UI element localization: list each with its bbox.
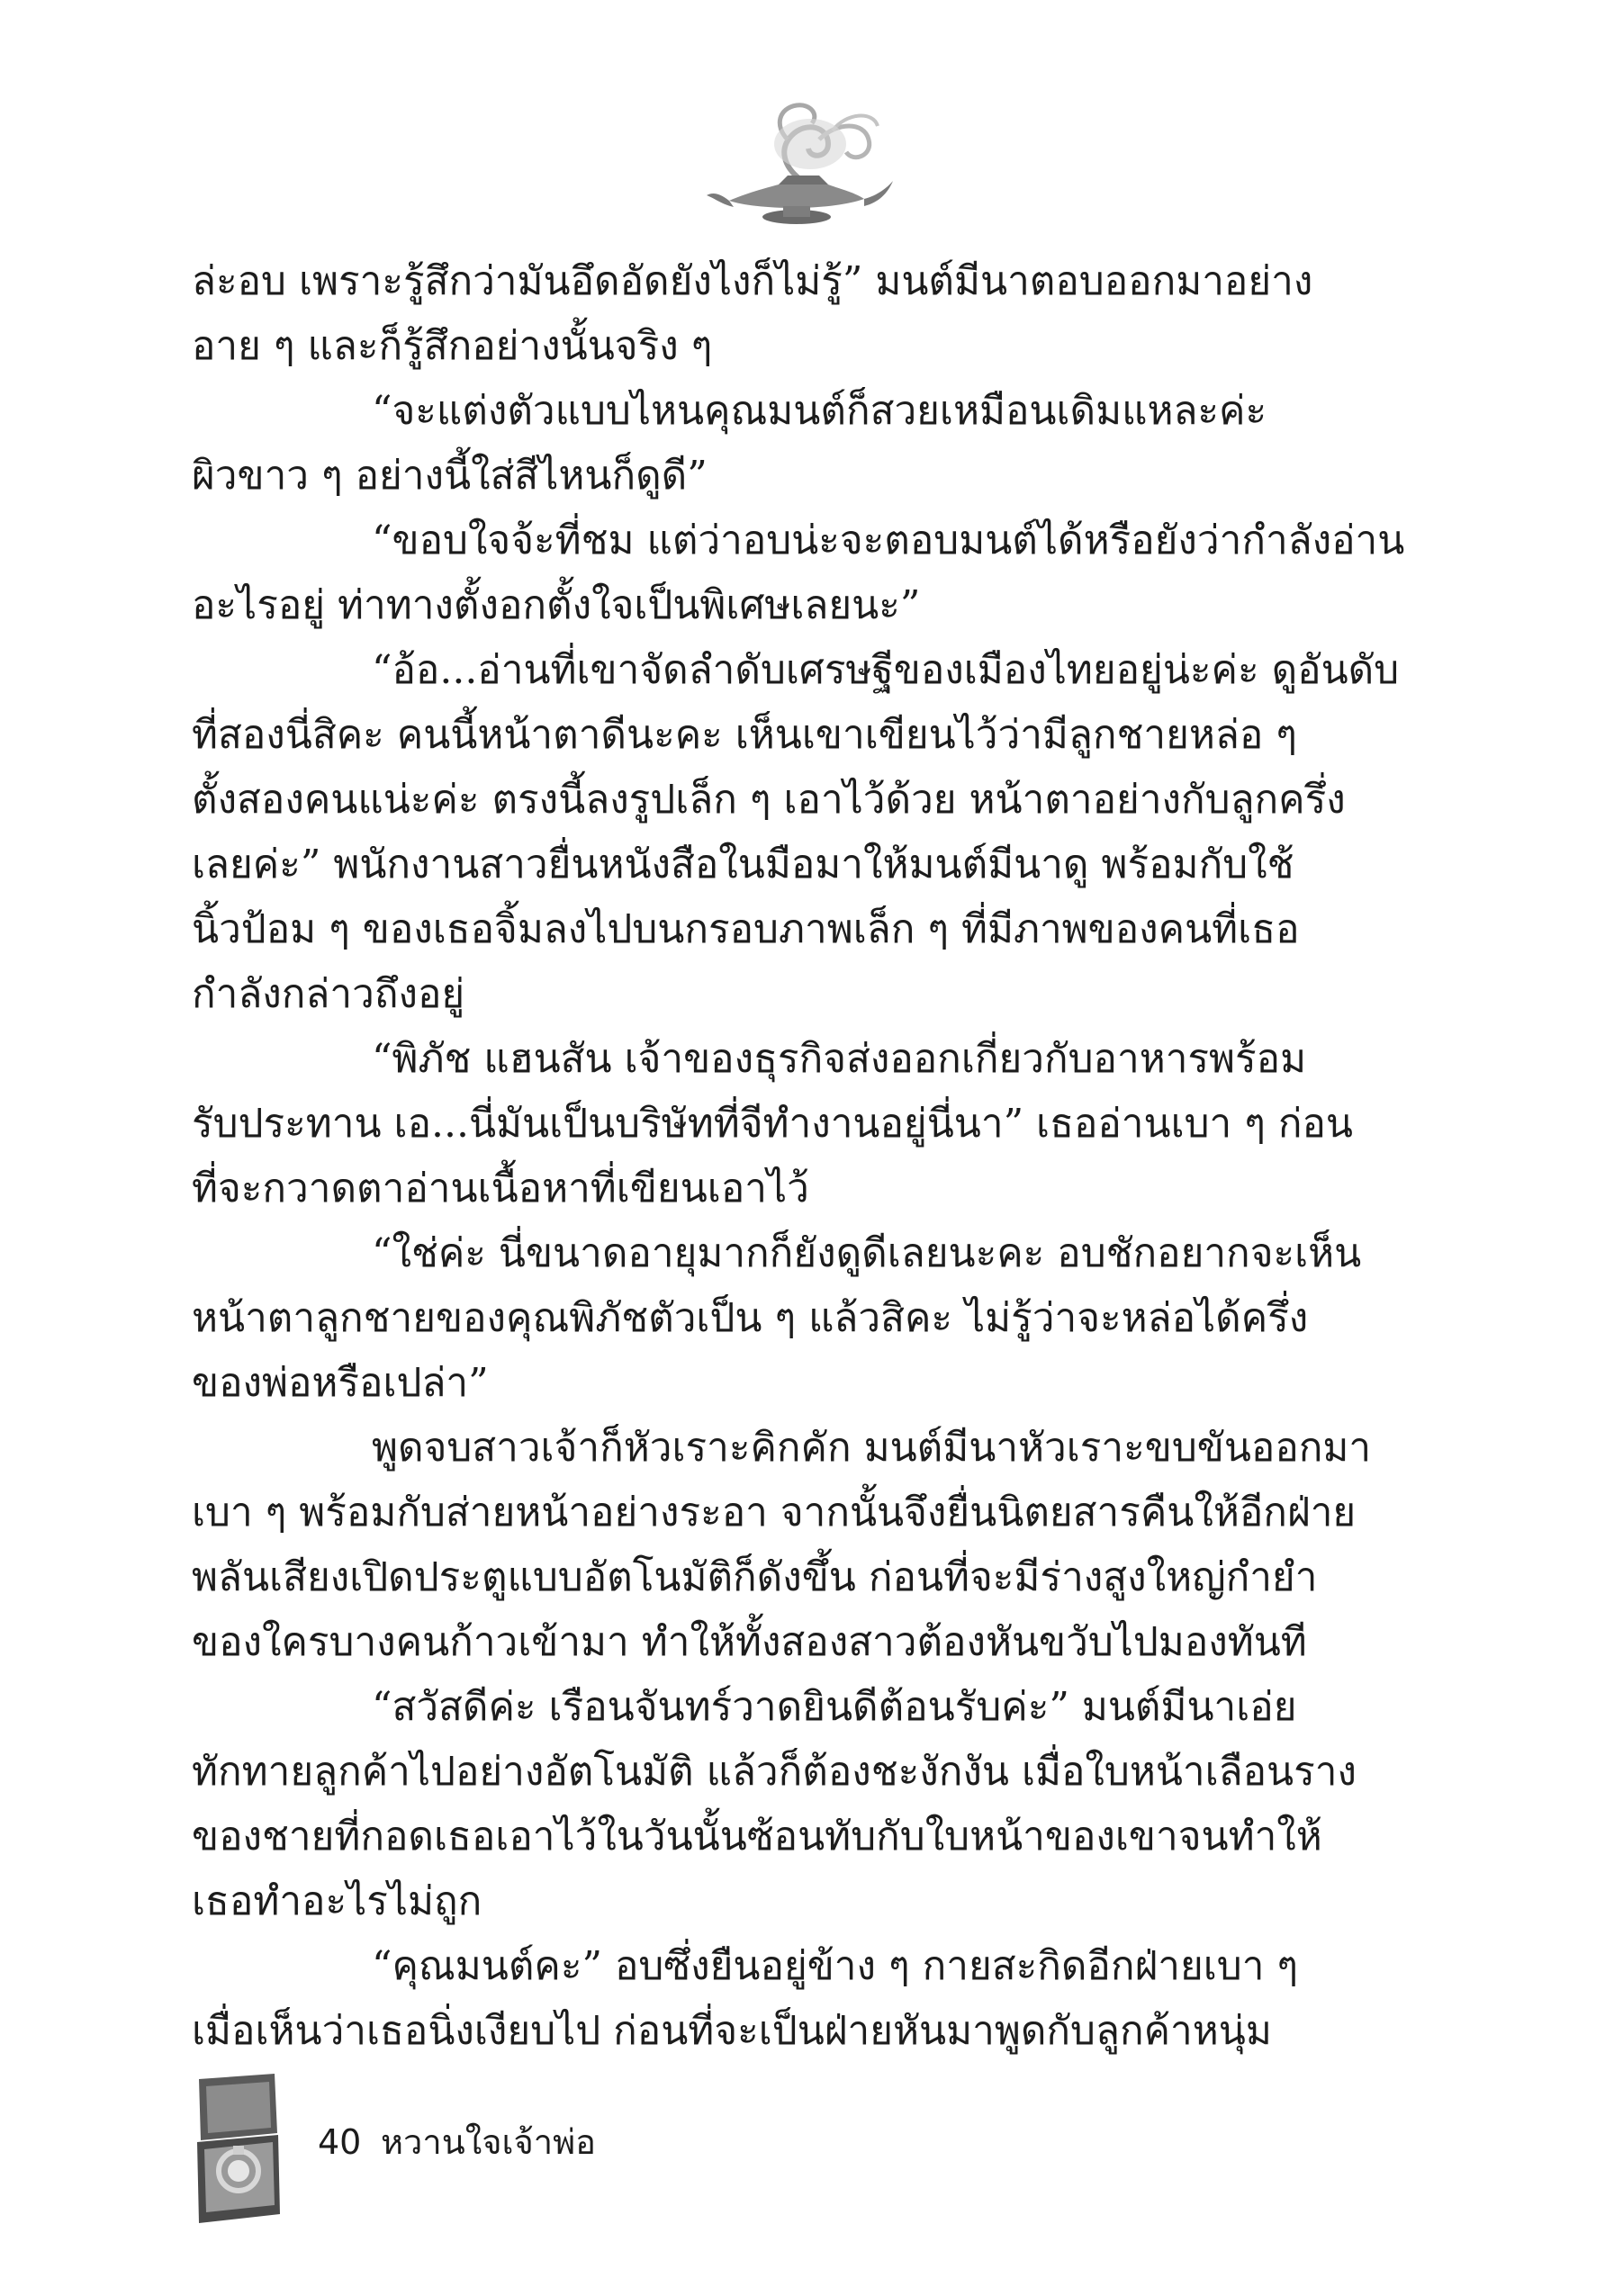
- text-line: “ใช่ค่ะ นี่ขนาดอายุมากก็ยังดูดีเลยนะคะ อบชักอยากจะเห็น: [372, 1230, 1362, 1276]
- ring-box-icon: [192, 2070, 282, 2228]
- text-line: “จะแต่งตัวแบบไหนคุณมนต์ก็สวยเหมือนเดิมแหละค่ะ: [372, 388, 1267, 434]
- text-line: กำลังกล่าวถึงอยู่: [192, 971, 465, 1017]
- text-line: เมื่อเห็นว่าเธอนิ่งเงียบไป ก่อนที่จะเป็นฝ่ายหันมาพูดกับลูกค้าหนุ่ม: [192, 2008, 1272, 2054]
- text-line: เบา ๆ พร้อมกับส่ายหน้าอย่างระอา จากนั้นจึงยื่นนิตยสารคืนให้อีกฝ่าย: [192, 1490, 1357, 1535]
- text-line: ล่ะอบ เพราะรู้สึกว่ามันอึดอัดยังไงก็ไม่รู้” มนต์มีนาตอบออกมาอย่าง: [192, 258, 1313, 304]
- genie-lamp-icon: [693, 95, 909, 239]
- book-title: หวานใจเจ้าพ่อ: [381, 2122, 596, 2162]
- text-line: พลันเสียงเปิดประตูแบบอัตโนมัติก็ดังขึ้น ก่อนที่จะมีร่างสูงใหญ่กำยำ: [192, 1554, 1318, 1600]
- text-line: ที่สองนี่สิคะ คนนี้หน้าตาดีนะคะ เห็นเขาเขียนไว้ว่ามีลูกชายหล่อ ๆ: [192, 712, 1297, 758]
- text-line: ผิวขาว ๆ อย่างนี้ใส่สีไหนก็ดูดี”: [192, 453, 708, 499]
- text-line: “ขอบใจจ้ะที่ชม แต่ว่าอบน่ะจะตอบมนต์ได้หรือยังว่ากำลังอ่าน: [372, 518, 1405, 563]
- body-text: [192, 255, 1405, 2055]
- text-line: ของพ่อหรือเปล่า”: [192, 1360, 489, 1406]
- text-line: ของชายที่กอดเธอเอาไว้ในวันนั้นซ้อนทับกับใบหน้าของเขาจนทำให้: [192, 1814, 1322, 1859]
- page-footer: [192, 2070, 1002, 2241]
- text-line: ทักทายลูกค้าไปอย่างอัตโนมัติ แล้วก็ต้องชะงักงัน เมื่อใบหน้าเลือนราง: [192, 1749, 1357, 1795]
- text-line: พูดจบสาวเจ้าก็หัวเราะคิกคัก มนต์มีนาหัวเราะขบขันออกมา: [372, 1425, 1372, 1471]
- text-line: “คุณมนต์คะ” อบซึ่งยืนอยู่ข้าง ๆ กายสะกิดอีกฝ่ายเบา ๆ: [372, 1943, 1299, 1989]
- text-line: อาย ๆ และก็รู้สึกอย่างนั้นจริง ๆ: [192, 323, 713, 369]
- text-line: “สวัสดีค่ะ เรือนจันทร์วาดยินดีต้อนรับค่ะ” มนต์มีนาเอ่ย: [372, 1684, 1297, 1730]
- text-line: ของใครบางคนก้าวเข้ามา ทำให้ทั้งสองสาวต้องหันขวับไปมองทันที: [192, 1619, 1307, 1665]
- page-number: 40: [318, 2122, 362, 2162]
- text-line: นิ้วป้อม ๆ ของเธอจิ้มลงไปบนกรอบภาพเล็ก ๆ ที่มีภาพของคนที่เธอ: [192, 906, 1300, 952]
- text-line: “พิภัช แฮนสัน เจ้าของธุรกิจส่งออกเกี่ยวกับอาหารพร้อม: [372, 1036, 1307, 1082]
- text-line: ตั้งสองคนแน่ะค่ะ ตรงนี้ลงรูปเล็ก ๆ เอาไว้ด้วย หน้าตาอย่างกับลูกครึ่ง: [192, 777, 1346, 823]
- text-line: รับประทาน เอ...นี่มันเป็นบริษัทที่จีทำงานอยู่นี่นา” เธออ่านเบา ๆ ก่อน: [192, 1101, 1354, 1147]
- text-line: “อ้อ...อ่านที่เขาจัดลำดับเศรษฐีของเมืองไทยอยู่น่ะค่ะ ดูอันดับ: [372, 647, 1400, 693]
- text-line: หน้าตาลูกชายของคุณพิภัชตัวเป็น ๆ แล้วสิคะ ไม่รู้ว่าจะหล่อได้ครึ่ง: [192, 1295, 1309, 1341]
- text-line: อะไรอยู่ ท่าทางตั้งอกตั้งใจเป็นพิเศษเลยนะ”: [192, 582, 921, 628]
- text-line: เลยค่ะ” พนักงานสาวยื่นหนังสือในมือมาให้มนต์มีนาดู พร้อมกับใช้: [192, 842, 1294, 887]
- text-line: เธอทำอะไรไม่ถูก: [192, 1878, 482, 1924]
- text-line: ที่จะกวาดตาอ่านเนื้อหาที่เขียนเอาไว้: [192, 1166, 809, 1211]
